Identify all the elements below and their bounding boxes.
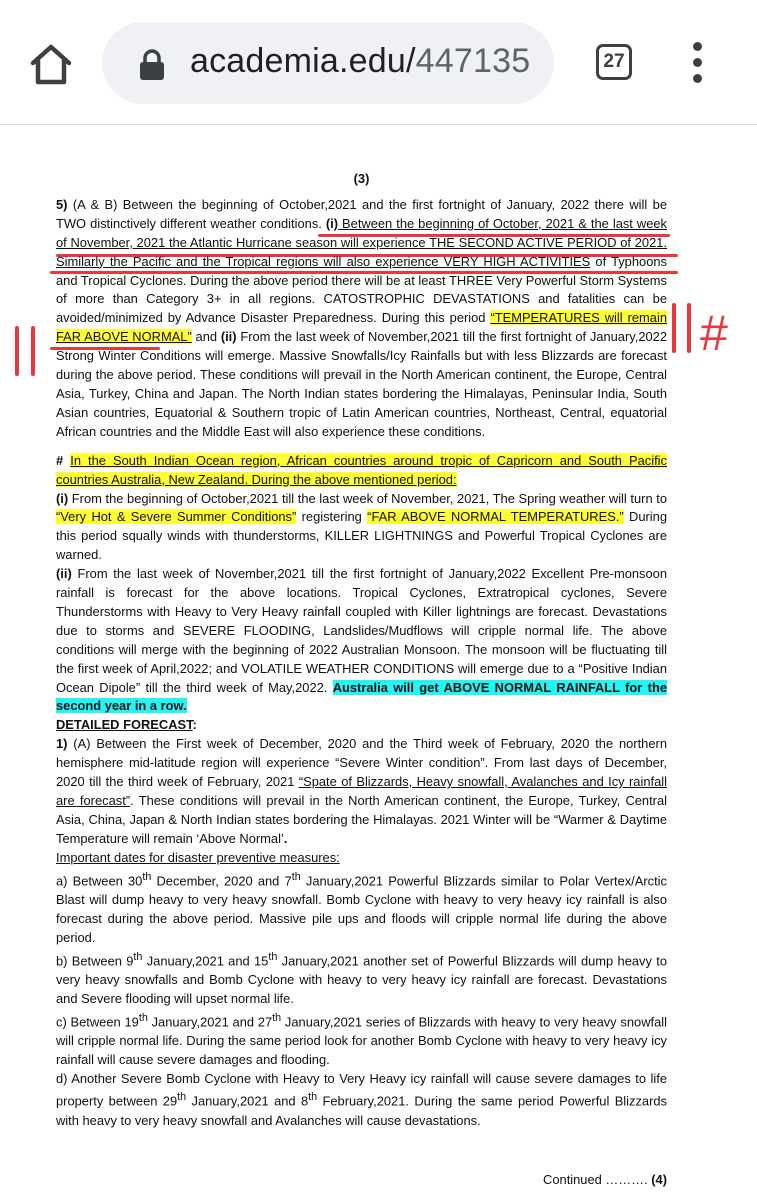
highlight-australia-rainfall: Australia will get ABOVE NORMAL RAINFALL for the second year in a row. [56,679,667,714]
text: of Typhoons and Tropical Cyclones. During the above period there will be at least THREE Very Powerful Storm Systems of more than Category 3+ in all regions. CATOSTROPHIC DEVASTATIONS and fatalities can be avoided/minimized by Advance Disaster Preparedness. During this period [56,253,667,326]
text: February,2021. During the same period Powerful Blizzards with heavy to very heavy snowfall and Avalanches will cause devastations. [56,1093,667,1128]
item-label: (ii) [56,566,72,582]
home-icon[interactable] [28,42,74,86]
continued-label: Continued ………. [543,1171,652,1187]
url-path: 447135 [415,42,531,80]
superscript: th [308,1091,318,1104]
text: From the last week of November,2021 till the first fortnight of January,2022 Excellent Pre-monsoon rainfall is forecast for the above locations. Tropical Cyclones, Extratropical cyclones, Severe Thunderstorms with Heavy to Very Heavy rainfall coupled with Killer lightnings are forecast. Devastations due to storms and SEVERE FLOODING, Landslides/Mudflows will cripple normal life. The above conditions will merge with the beginning of 2022 Australian Monsoon. The monsoon will be fluctuating till the first week of April,2022; and VOLATILE WEATHER CONDITIONS will emerge due to a “Positive Indian Ocean Dipole” till the third week of May,2022. [56,566,667,695]
item-label: (ii) [220,329,237,345]
text: January,2021 and 27 [147,1013,273,1029]
page-number: (3) [353,171,370,186]
text: registering [296,509,368,525]
superscript: th [142,870,152,883]
text: . These conditions will prevail in the North American continent, the Europe, Turkey, Central Asia, China, Japan & North Indian states bordering the Himalayas. 2021 Winter will be “Warmer & Daytime Temperature will remain ‘Above Normal’ [56,793,667,846]
text: January,2021 and 8 [186,1093,309,1109]
important-dates-heading: Important dates for disaster preventive measures: [56,849,340,865]
item-a [56,868,667,948]
text: January,2021 another set of Powerful Blizzards will dump heavy to very heavy snowfalls and Bomb Cyclone with heavy to very heavy icy rainfall are forecast. Devastations and Severe flooding will upset normal life. [56,952,667,1006]
superscript: th [272,1011,282,1024]
paragraph-1 [56,735,667,848]
paragraph-5 [56,196,667,442]
url-text[interactable] [190,42,530,81]
heading-colon: : [192,717,197,733]
text: a) Between 30 [56,872,143,888]
url-domain: academia.edu/ [190,42,416,80]
document-page [56,170,667,1190]
highlight-temperatures: “FAR ABOVE NORMAL TEMPERATURES.” [367,509,624,525]
highlight-region-heading: In the South Indian Ocean region, African countries around tropic of Capricorn and South Pacific countries Australia, New Zealand. During the above mentioned period: [56,452,667,487]
paragraph-i [56,490,667,566]
browser-toolbar [0,0,757,125]
text: c) Between 19 [56,1013,139,1029]
annotation-double-bar-left [31,326,35,376]
text: (A & B) Between the beginning of October,2021 and the first fortnight of January, 2022 there will be TWO distinctively different weather conditions. [56,196,667,231]
tab-switcher-button[interactable]: 27 [596,44,632,80]
item-label: (i) [56,490,69,506]
text: From the beginning of October,2021 till the last week of November, 2021, The Spring weather will turn to [68,490,667,506]
underlined-text: VERY HIGH ACTIVITIES [443,253,591,269]
underlined-text: THE SECOND ACTIVE PERIOD of 2021. [429,234,667,250]
detailed-forecast-heading [56,716,667,735]
more-menu-icon[interactable] [688,40,708,86]
text: d) Another Severe Bomb Cyclone with Heavy to Very Heavy icy rainfall will cause severe damages to life property between 29 [56,1070,667,1109]
next-page-number: (4) [651,1171,667,1187]
superscript: th [291,870,301,883]
text: and [191,329,221,345]
annotation-double-bar-right [687,303,691,353]
text: . [283,830,288,846]
continued-footer [56,1171,667,1190]
highlight-summer: “Very Hot & Severe Summer Conditions” [56,509,297,525]
heading-text: DETAILED FORECAST [56,717,193,733]
paragraph-ii [56,565,667,716]
underlined-text: Similarly the Pacific and the Tropical regions will also experience [56,253,444,269]
item-c [56,1009,667,1070]
item-label: (i) [321,215,339,231]
text: During this period squally winds with thunderstorms, KILLER LIGHTNINGS and Powerful Tropical Cyclones are warned. [56,509,667,563]
item-b [56,948,667,1009]
item-d [56,1070,667,1131]
text: b) Between 9 [56,952,134,968]
underlined-text: Between the beginning of October, 2021 & the last week of November, 2021 the Atlantic Hurricane season will experience [56,215,667,250]
superscript: th [268,950,278,963]
annotation-double-bar-right [672,303,676,353]
annotation-double-bar-left [15,326,19,376]
underlined-text: “Spate of Blizzards, Heavy snowfall, Avalanches and Icy rainfall are forecast” [56,774,667,808]
text: January,2021 Powerful Blizzards similar to Polar Vertex/Arctic Blast will dump heavy to very heavy snowfall. Bomb Cyclone with heavy to very heavy icy rainfall is also forecast during the above period. Massive pile ups and floods will cripple normal life during the above period. [56,872,667,945]
superscript: th [133,950,143,963]
text: January,2021 and 15 [142,952,269,968]
hash-symbol: # [56,452,71,468]
annotation-hash-mark: # [700,305,728,361]
superscript: th [177,1091,187,1104]
lock-icon [138,49,166,81]
text: From the last week of November,2021 till the first fortnight of January,2022 Strong Winter Conditions will emerge. Massive Snowfalls/Icy Rainfalls but with less Blizzards are forecast during the above period. These conditions will prevail in the North American continent, the Europe, Central Asia, Turkey, China and Japan. The North Indian states bordering the Himalayas, Peninsular India, South Asian countries, Equatorial & Southern tropic of Latin American countries, Northeast, Central, equatorial African countries and the Middle East will also experience these conditions. [56,329,668,439]
text: (A) Between the First week of December, 2020 and the Third week of February, 2020 the northern hemisphere mid-latitude region will experience “Severe Winter condition”. From last days of December, 2020 till the third week of February, 2021 [56,736,667,790]
text: December, 2020 and 7 [151,872,292,888]
address-bar[interactable] [102,22,554,104]
superscript: th [138,1011,148,1024]
paragraph-number: 1) [56,736,68,752]
hash-heading [56,452,667,490]
highlight-temperatures: “TEMPERATURES will remain FAR ABOVE NORMAL” [56,310,667,345]
paragraph-number: 5) [56,196,68,212]
text: January,2021 series of Blizzards with heavy to very heavy snowfall will cripple normal life. During the same period look for another Bomb Cyclone with heavy to very heavy icy rainfall will cause severe damages and flooding. [56,1013,667,1067]
